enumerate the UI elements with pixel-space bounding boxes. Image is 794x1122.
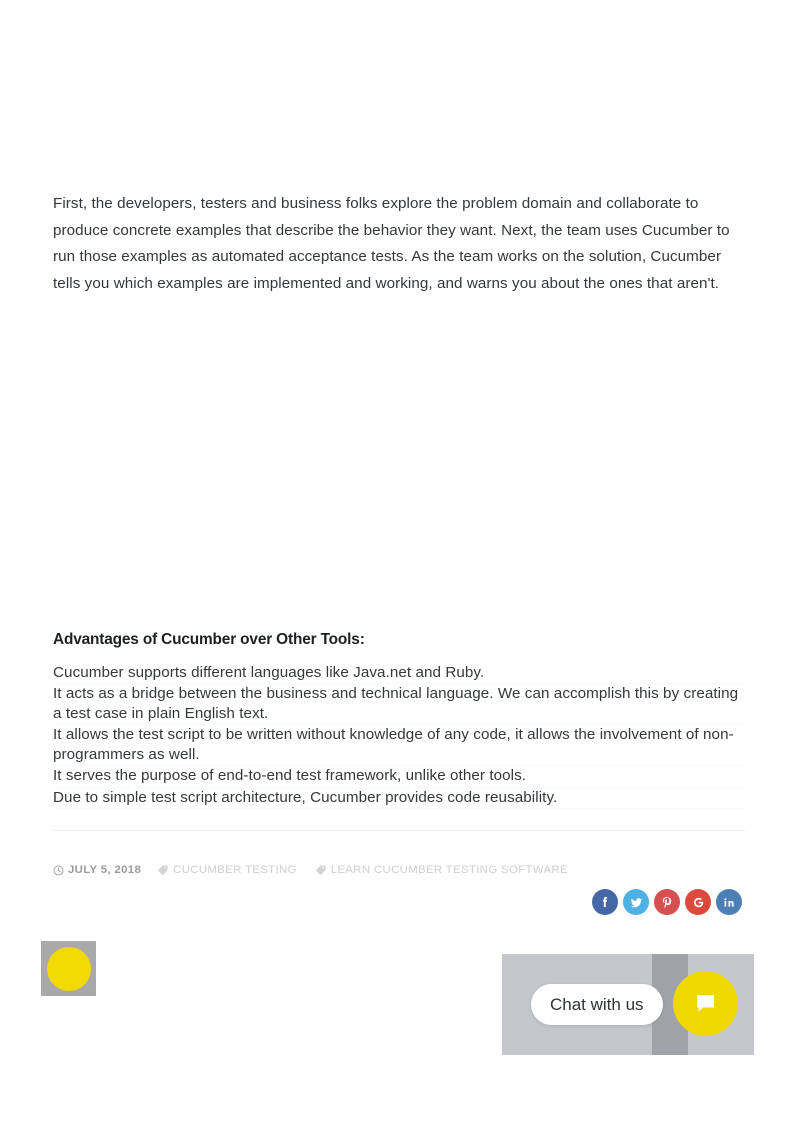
tag-label: CUCUMBER TESTING <box>173 864 297 876</box>
entry-meta <box>53 861 568 879</box>
tag-link-learn-cucumber-testing-software[interactable] <box>315 864 568 876</box>
list-item: It acts as a bridge between the business and technical language. We can accomplish this by creating a test case in plain English text. <box>53 684 745 725</box>
share-pinterest-button[interactable] <box>654 889 680 915</box>
tag-label: LEARN CUCUMBER TESTING SOFTWARE <box>330 864 568 876</box>
chat-widget <box>502 954 754 1055</box>
article-body <box>53 191 745 297</box>
list-item: Due to simple test script architecture, Cucumber provides code reusability. <box>53 788 745 809</box>
advantages-list <box>53 663 745 809</box>
yellow-circle-icon <box>47 947 91 991</box>
post-date-label: JULY 5, 2018 <box>68 864 142 876</box>
chat-prompt-bubble[interactable]: Chat with us <box>531 984 663 1025</box>
tag-link-cucumber-testing[interactable] <box>157 864 297 876</box>
list-item: It serves the purpose of end-to-end test framework, unlike other tools. <box>53 766 745 787</box>
share-google-plus-button[interactable] <box>685 889 711 915</box>
pinterest-icon <box>660 895 674 909</box>
list-item: It allows the test script to be written without knowledge of any code, it allows the involvement of non-programmers as well. <box>53 725 745 766</box>
linkedin-icon <box>722 895 736 909</box>
article-paragraph: First, the developers, testers and business folks explore the problem domain and collaborate to produce concrete examples that describe the behavior they want. Next, the team uses Cucumber to run those examples as automated acceptance tests. As the team works on the solution, Cucumber tells you which examples are implemented and working, and warns you about the ones that aren't. <box>53 195 730 292</box>
list-item: Cucumber supports different languages like Java.net and Ruby. <box>53 663 745 684</box>
twitter-icon <box>629 895 644 910</box>
share-twitter-button[interactable] <box>623 889 649 915</box>
corner-badge[interactable] <box>41 941 96 996</box>
share-linkedin-button[interactable] <box>716 889 742 915</box>
share-facebook-button[interactable] <box>592 889 618 915</box>
advantages-heading: Advantages of Cucumber over Other Tools: <box>53 631 365 648</box>
advantages-section <box>53 630 745 809</box>
chat-bubble-icon <box>692 990 719 1017</box>
social-share-row <box>592 889 742 915</box>
article-media-placeholder <box>53 300 745 620</box>
entry-divider <box>53 830 745 831</box>
tag-icon <box>157 864 169 876</box>
google-plus-icon <box>691 895 706 910</box>
facebook-icon <box>598 895 612 909</box>
post-date <box>53 864 141 876</box>
chat-launcher-button[interactable] <box>673 971 738 1036</box>
tag-icon <box>315 864 327 876</box>
clock-icon <box>53 865 64 876</box>
